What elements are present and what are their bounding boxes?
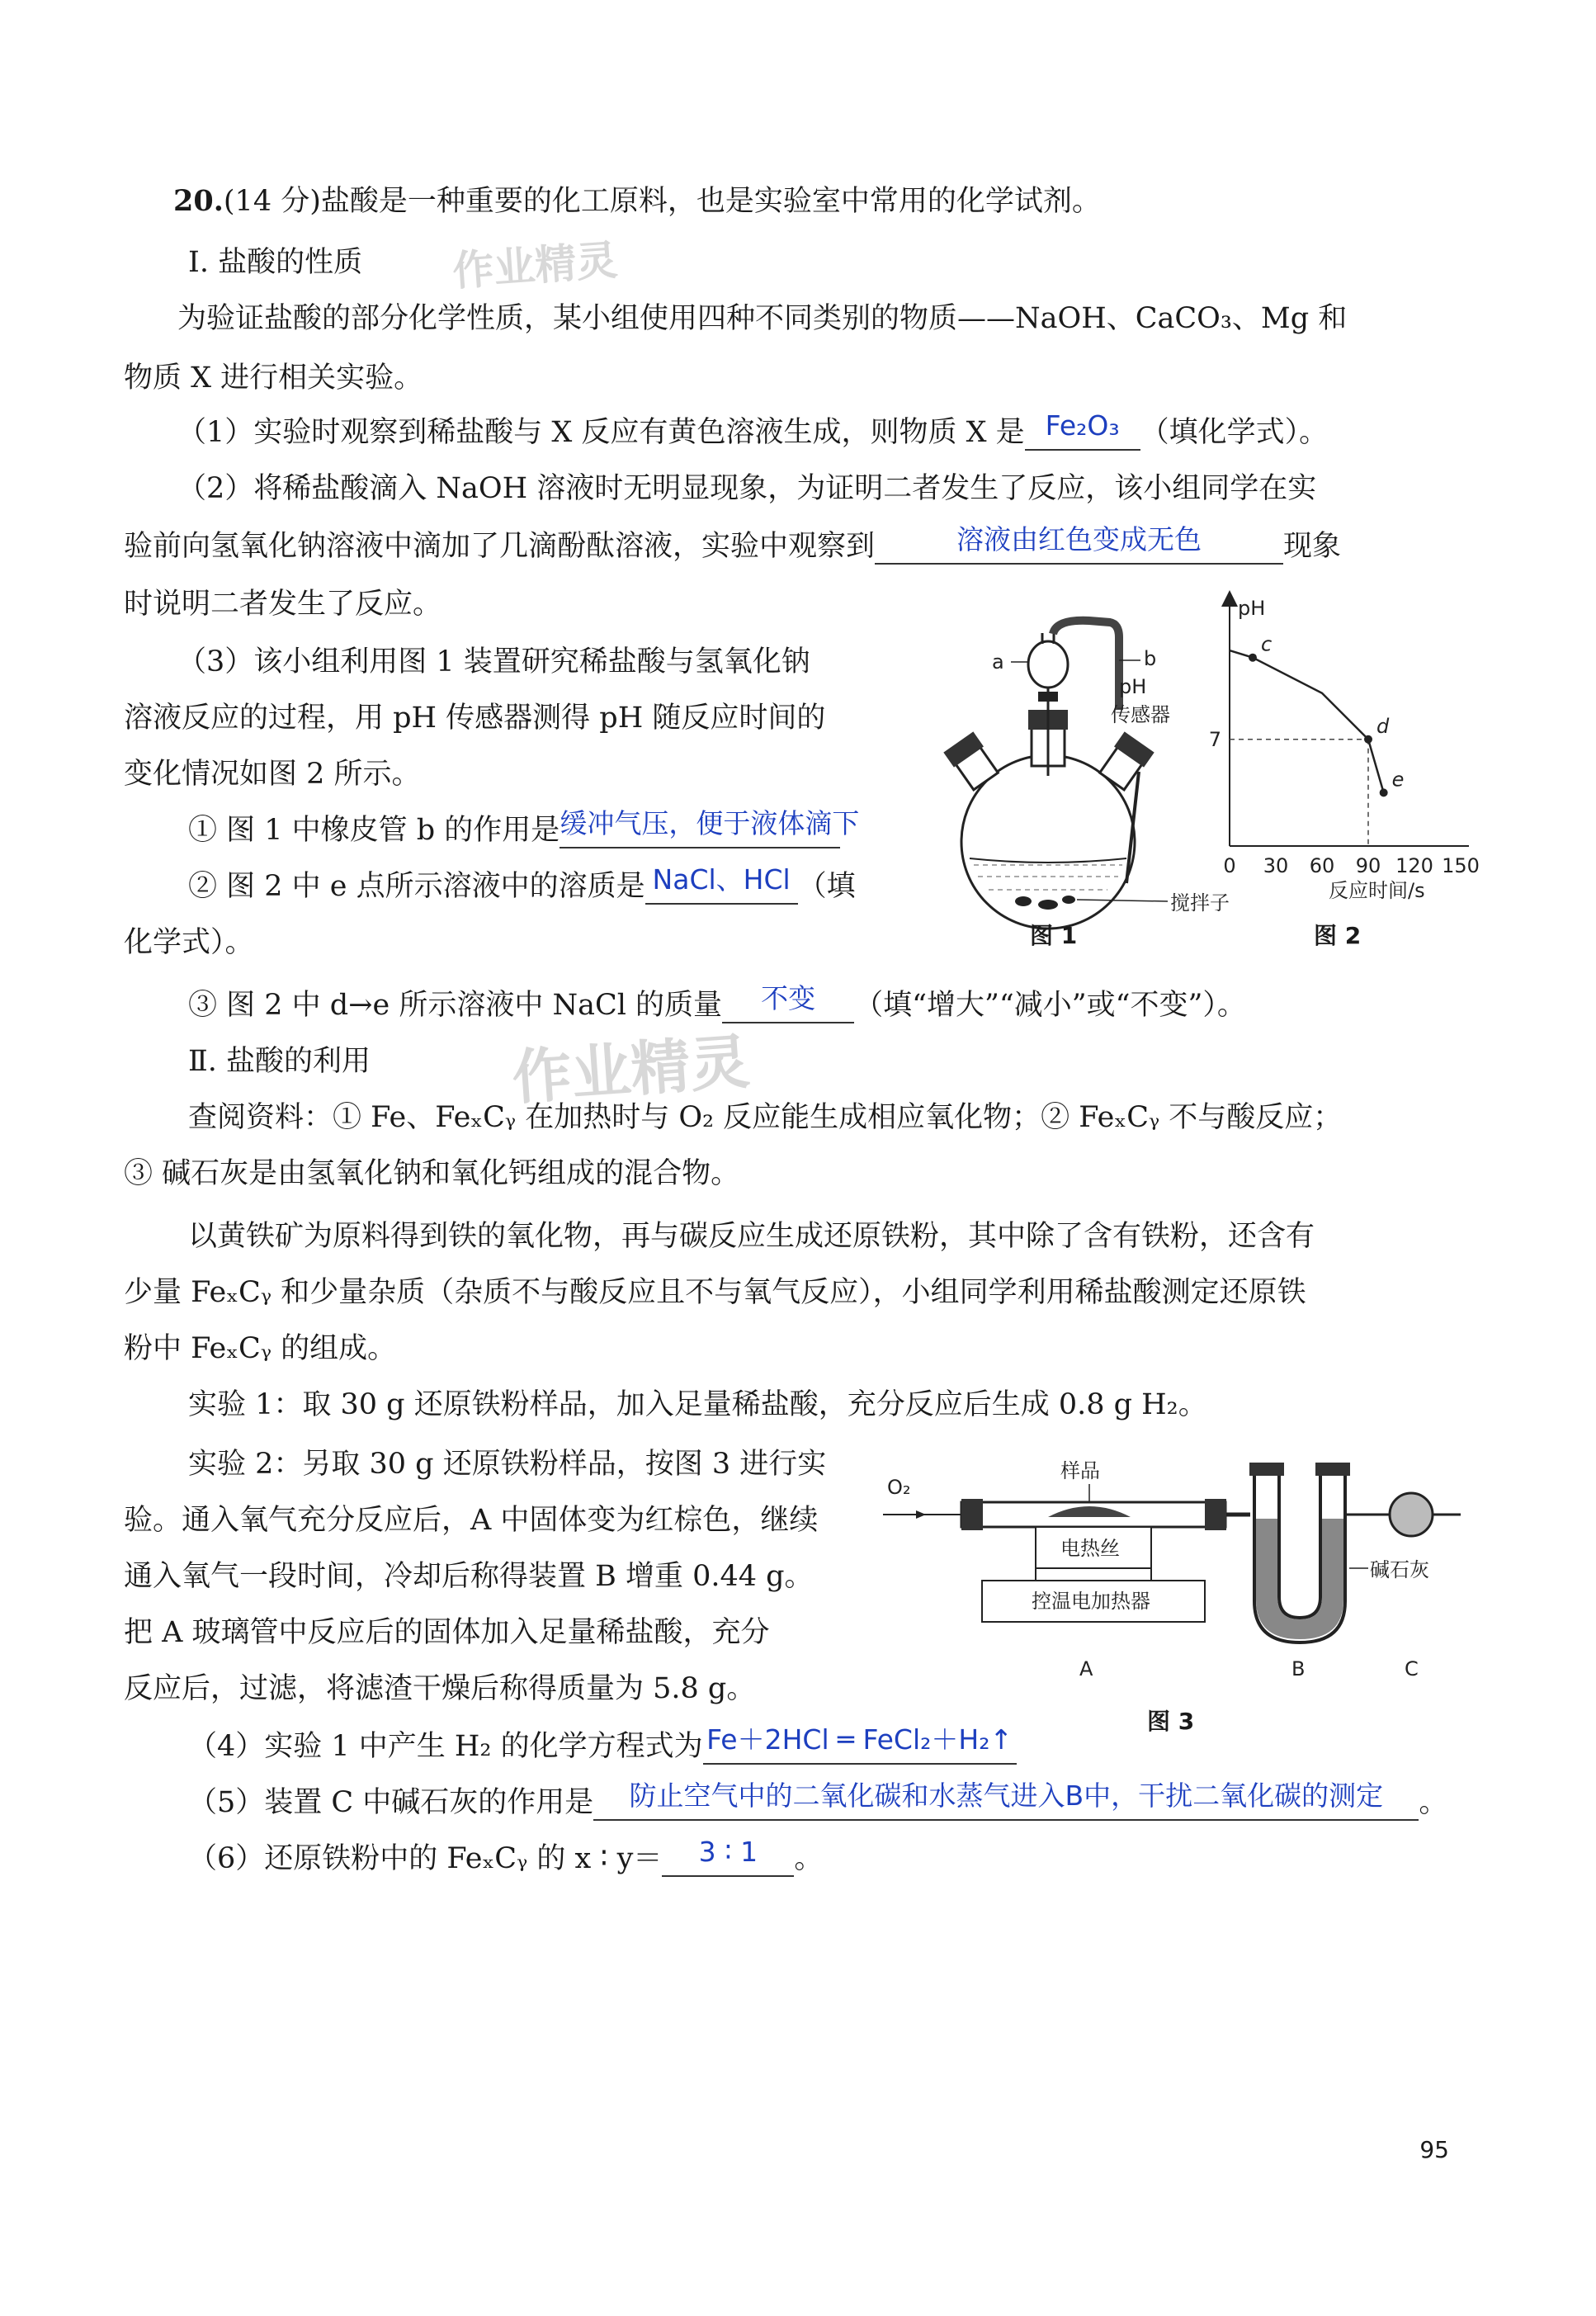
- fig3-label-a: A: [1079, 1657, 1093, 1680]
- paragraph-line2: 少量 FeₓCᵧ 和少量杂质（杂质不与酸反应且不与氧气反应），小组同学利用稀盐酸测定还原铁: [124, 1276, 1306, 1309]
- chart-series-line: [1230, 650, 1384, 792]
- page-number: 95: [1419, 2136, 1449, 2163]
- question-intro: 盐酸是一种重要的化工原料，也是实验室中常用的化学试剂。: [320, 185, 1101, 218]
- experiment-1: 实验 1：取 30 g 还原铁粉样品，加入足量稀盐酸，充分反应后生成 0.8 g H₂。: [188, 1388, 1207, 1421]
- q6: [188, 1836, 824, 1877]
- experiment-2-line4: 把 A 玻璃管中反应后的固体加入足量稀盐酸，充分: [124, 1616, 770, 1649]
- q4-answer-blank[interactable]: [703, 1723, 1017, 1765]
- figure-3-caption: 图 3: [1147, 1708, 1195, 1735]
- chart-y-label: pH: [1238, 597, 1266, 620]
- q3a-answer-blank[interactable]: [560, 807, 860, 848]
- chart-point-c: [1249, 654, 1257, 662]
- q4: [188, 1723, 1017, 1765]
- chart-point-label-d: d: [1376, 714, 1390, 738]
- q3-line2: 溶液反应的过程，用 pH 传感器测得 pH 随反应时间的: [124, 702, 826, 735]
- question-number: 20.: [173, 184, 224, 218]
- chart-x-tick-label: 30: [1263, 854, 1289, 877]
- q1-suffix: （填化学式）。: [1140, 416, 1329, 449]
- q6-text: （6）还原铁粉中的 FeₓCᵧ 的 x ∶ y＝: [188, 1842, 663, 1875]
- watermark: 作业精灵: [509, 1027, 753, 1113]
- fig1-label-a: a: [992, 650, 1004, 674]
- fig1-label-ph: pH: [1119, 675, 1147, 698]
- paragraph-line1: 以黄铁矿为原料得到铁的氧化物，再与碳反应生成还原铁粉，其中除了含有铁粉，还含有: [188, 1220, 1315, 1253]
- q2-line3: 时说明二者发生了反应。: [124, 588, 442, 621]
- q5: [188, 1780, 1448, 1821]
- q3b: [188, 863, 856, 905]
- q3a: [188, 807, 860, 848]
- figure-3-apparatus: [883, 1444, 1461, 1692]
- part1-intro-line1: 为验证盐酸的部分化学性质，某小组使用四种不同类别的物质——NaOH、CaCO₃、Mg 和: [177, 302, 1348, 335]
- chart-point-label-c: c: [1261, 632, 1273, 656]
- q5-suffix: 。: [1419, 1786, 1448, 1819]
- chart-x-tick-label: 90: [1355, 854, 1381, 877]
- chart-x-label: 反应时间/s: [1329, 879, 1425, 902]
- q1: [177, 409, 1329, 451]
- q3b-suffix: （填: [797, 870, 856, 903]
- chart-y-tick-label: 7: [1208, 727, 1221, 751]
- fig3-label-c: C: [1405, 1657, 1419, 1680]
- chart-point-e: [1380, 788, 1388, 796]
- experiment-2-line5: 反应后，过滤，将滤渣干燥后称得质量为 5.8 g。: [124, 1672, 756, 1705]
- experiment-2-line2: 验。通入氧气充分反应后，A 中固体变为红棕色，继续: [124, 1504, 819, 1537]
- chart-x-tick-label: 120: [1395, 854, 1433, 877]
- q3c-text: ③ 图 2 中 d→e 所示溶液中 NaCl 的质量: [188, 989, 723, 1022]
- q1-answer: Fe₂O₃: [1045, 409, 1120, 442]
- q4-answer: Fe＋2HCl ═ FeCl₂＋H₂↑: [706, 1723, 1013, 1756]
- paragraph-line3: 粉中 FeₓCᵧ 的组成。: [124, 1332, 397, 1365]
- figure-1-caption: 图 1: [1030, 922, 1078, 949]
- q1-text: （1）实验时观察到稀盐酸与 X 反应有黄色溶液生成，则物质 X 是: [177, 416, 1025, 449]
- part2-title: Ⅱ. 盐酸的利用: [188, 1045, 371, 1078]
- chart-x-tick-label: 0: [1223, 854, 1236, 877]
- q5-answer-blank[interactable]: [593, 1780, 1419, 1821]
- q3-line3: 变化情况如图 2 所示。: [124, 758, 421, 791]
- q1-answer-blank[interactable]: [1025, 409, 1140, 451]
- fig1-label-b: b: [1144, 647, 1157, 670]
- fig3-wire-label: 电热丝: [1060, 1537, 1120, 1560]
- fig1-label-stirrer: 搅拌子: [1170, 891, 1230, 915]
- reference-line1: 查阅资料：① Fe、FeₓCᵧ 在加热时与 O₂ 反应能生成相应氧化物；② FeₓCᵧ 不与酸反应；: [188, 1101, 1343, 1134]
- q3b-answer: NaCl、HCl: [652, 863, 791, 896]
- reference-line2: ③ 碱石灰是由氢氧化钠和氧化钙组成的混合物。: [124, 1157, 740, 1190]
- q2-text: 验前向氢氧化钠溶液中滴加了几滴酚酞溶液，实验中观察到: [124, 530, 876, 563]
- q6-answer-blank[interactable]: [662, 1836, 794, 1877]
- q3b-line2: 化学式）。: [124, 926, 254, 959]
- fig3-o2-label: O₂: [887, 1476, 911, 1499]
- q3b-answer-blank[interactable]: [645, 863, 798, 905]
- q5-text: （5）装置 C 中碱石灰的作用是: [188, 1786, 594, 1819]
- q3c: [188, 982, 1246, 1023]
- figure-1-apparatus: [924, 611, 1230, 957]
- figure-2-ph-chart: [1197, 590, 1480, 904]
- q3b-text: ② 图 2 中 e 点所示溶液中的溶质是: [188, 870, 645, 903]
- experiment-2-line3: 通入氧气一段时间，冷却后称得装置 B 增重 0.44 g。: [124, 1560, 814, 1593]
- chart-point-label-e: e: [1391, 768, 1405, 792]
- chart-x-tick-label: 60: [1309, 854, 1335, 877]
- q6-answer: 3 ∶ 1: [698, 1836, 758, 1868]
- q2-line2: [124, 523, 1342, 565]
- q2-answer: 溶液由红色变成无色: [956, 523, 1202, 555]
- q5-answer: 防止空气中的二氧化碳和水蒸气进入B中，干扰二氧化碳的测定: [629, 1780, 1384, 1812]
- q4-text: （4）实验 1 中产生 H₂ 的化学方程式为: [188, 1730, 703, 1763]
- q3-line1: （3）该小组利用图 1 装置研究稀盐酸与氢氧化钠: [177, 645, 810, 678]
- fig3-lime-label: 碱石灰: [1370, 1558, 1429, 1581]
- chart-x-tick-label: 150: [1442, 854, 1480, 877]
- question-header: [173, 183, 1101, 220]
- q3c-suffix: （填“增大”“减小”或“不变”）。: [854, 989, 1246, 1022]
- question-score: (14 分): [223, 185, 321, 218]
- fig1-label-sensor: 传感器: [1111, 703, 1170, 726]
- q2-line1: （2）将稀盐酸滴入 NaOH 溶液时无明显现象，为证明二者发生了反应，该小组同学在实: [177, 472, 1317, 505]
- q6-suffix: 。: [794, 1842, 824, 1875]
- q2-suffix: 现象: [1283, 530, 1342, 563]
- experiment-2-line1: 实验 2：另取 30 g 还原铁粉样品，按图 3 进行实: [188, 1448, 827, 1481]
- part1-title: Ⅰ. 盐酸的性质: [188, 246, 363, 279]
- fig3-sample-label: 样品: [1060, 1459, 1100, 1482]
- fig3-label-b: B: [1291, 1657, 1306, 1680]
- part1-intro-line2: 物质 X 进行相关实验。: [124, 362, 423, 395]
- q3a-answer: 缓冲气压，便于液体滴下: [560, 807, 860, 839]
- q2-answer-blank[interactable]: [875, 523, 1283, 565]
- chart-point-d: [1364, 735, 1372, 744]
- q3a-text: ① 图 1 中橡皮管 b 的作用是: [188, 814, 560, 847]
- q3c-answer: 不变: [761, 982, 816, 1014]
- q3c-answer-blank[interactable]: [722, 982, 854, 1023]
- figure-2-caption: 图 2: [1314, 922, 1362, 949]
- fig3-heater-label: 控温电加热器: [1032, 1590, 1150, 1613]
- watermark: 作业精灵: [451, 236, 620, 295]
